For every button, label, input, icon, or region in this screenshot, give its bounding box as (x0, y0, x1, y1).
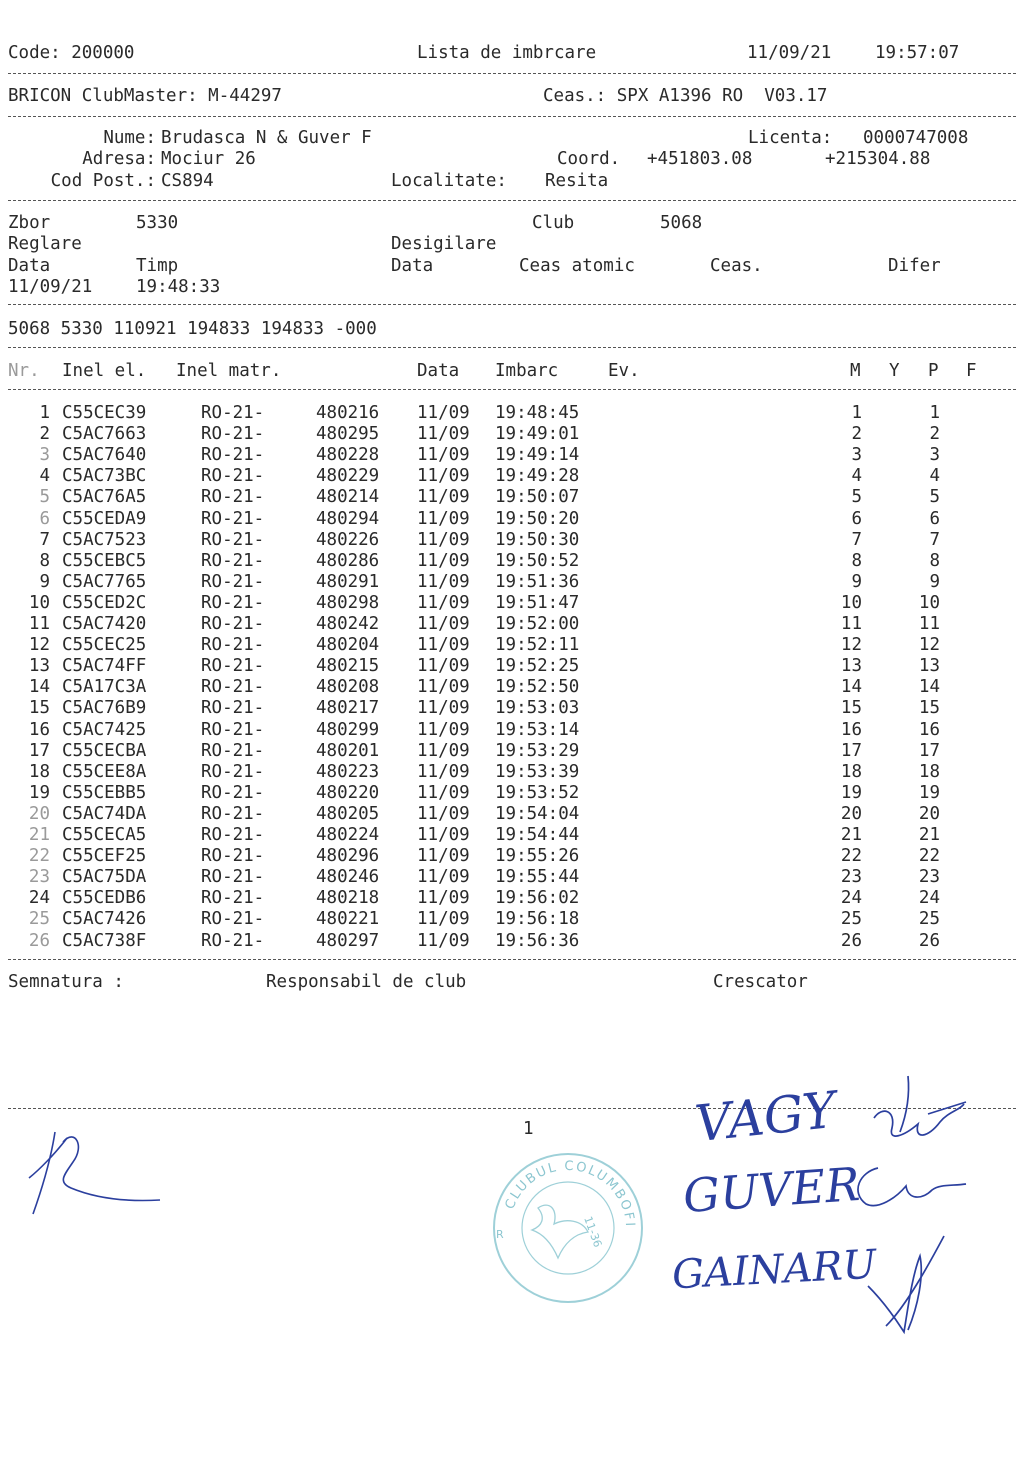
row-number: 26 (28, 930, 50, 951)
row-m: 24 (840, 888, 862, 909)
row-number: 13 (28, 656, 50, 677)
row-m: 18 (840, 761, 862, 782)
row-basket-time: 19:50:07 (495, 487, 580, 508)
row-ring-series: RO-21- (201, 508, 265, 529)
row-chip-ring: C5AC7640 (62, 445, 147, 466)
row-number: 8 (39, 550, 50, 571)
col-data-desigilare: Data (391, 256, 434, 276)
row-m: 25 (840, 909, 862, 930)
signature-label: Semnatura : (8, 972, 124, 992)
th-ev: Ev. (608, 361, 640, 381)
row-m: 12 (840, 635, 862, 656)
locality-label: Localitate: (391, 171, 507, 191)
row-number: 18 (28, 761, 50, 782)
handwritten-name-1: VAGY (692, 1080, 839, 1154)
handwritten-name-3: GAINARU (670, 1241, 878, 1299)
postcode-label: Cod Post.: (50, 171, 156, 191)
row-date: 11/09 (417, 761, 470, 782)
reglare-time: 19:48:33 (136, 277, 221, 297)
row-p: 11 (918, 614, 940, 634)
row-ring-number: 480223 (316, 761, 380, 782)
club-number: 5068 (660, 213, 703, 233)
row-date: 11/09 (417, 719, 470, 740)
row-p: 23 (918, 867, 940, 888)
row-date: 11/09 (417, 508, 470, 529)
row-number: 5 (39, 487, 50, 508)
owner-locality: Resita (545, 171, 609, 191)
row-ring-series: RO-21- (201, 635, 265, 656)
row-ring-number: 480220 (316, 782, 380, 803)
row-basket-time: 19:52:11 (495, 635, 580, 656)
row-basket-time: 19:52:25 (495, 656, 580, 677)
row-basket-time: 19:56:18 (495, 909, 580, 930)
row-ring-series: RO-21- (201, 867, 265, 888)
row-ring-series: RO-21- (201, 592, 265, 613)
row-basket-time: 19:53:14 (495, 719, 580, 740)
row-ring-number: 480217 (316, 698, 380, 719)
row-m: 21 (840, 825, 862, 845)
row-m: 3 (851, 445, 862, 466)
row-ring-number: 480242 (316, 614, 380, 634)
club-responsible-label: Responsabil de club (266, 972, 467, 992)
col-difer: Difer (888, 256, 941, 276)
row-p: 22 (918, 846, 940, 867)
col-timp: Timp (136, 256, 179, 276)
row-date: 11/09 (417, 909, 470, 930)
row-ring-series: RO-21- (201, 719, 265, 740)
row-date: 11/09 (417, 867, 470, 888)
system-name: BRICON ClubMaster: M-44297 (8, 86, 282, 106)
row-basket-time: 19:53:39 (495, 761, 580, 782)
row-chip-ring: C55CEBB5 (62, 782, 147, 803)
row-basket-time: 19:49:01 (495, 424, 580, 445)
row-number: 17 (28, 740, 50, 761)
stamp-text: CLUBUL COLUMBOFIL (483, 1137, 638, 1229)
row-number: 14 (28, 677, 50, 698)
row-basket-time: 19:55:26 (495, 846, 580, 867)
code-label: Code: 200000 (8, 43, 135, 63)
row-ring-series: RO-21- (201, 487, 265, 508)
row-m: 15 (840, 698, 862, 719)
licence-number: 0000747008 (863, 128, 969, 148)
row-m: 20 (840, 803, 862, 824)
row-ring-series: RO-21- (201, 656, 265, 677)
row-basket-time: 19:53:03 (495, 698, 580, 719)
breeder-label: Crescator (713, 972, 808, 992)
row-ring-series: RO-21- (201, 614, 265, 634)
row-basket-time: 19:49:14 (495, 445, 580, 466)
row-chip-ring: C5AC76B9 (62, 698, 147, 719)
print-time: 19:57:07 (875, 43, 960, 63)
name-label: Nume: (103, 128, 156, 148)
club-stamp (483, 1137, 648, 1308)
row-date: 11/09 (417, 677, 470, 698)
row-p: 7 (929, 529, 940, 550)
row-date: 11/09 (417, 466, 470, 487)
handwritten-name-2: GUVER (681, 1156, 862, 1224)
row-date: 11/09 (417, 930, 470, 951)
row-basket-time: 19:50:52 (495, 550, 580, 571)
row-p: 3 (929, 445, 940, 466)
coord-label: Coord. (557, 149, 621, 169)
row-chip-ring: C5AC738F (62, 930, 147, 951)
row-p: 13 (918, 656, 940, 677)
col-data: Data (8, 256, 51, 276)
row-p: 14 (918, 677, 940, 698)
row-ring-number: 480221 (316, 909, 380, 930)
row-basket-time: 19:56:36 (495, 930, 580, 951)
handwritten-signatures-right (848, 1076, 988, 1316)
row-ring-number: 480246 (316, 867, 380, 888)
row-basket-time: 19:50:20 (495, 508, 580, 529)
row-p: 10 (918, 592, 940, 613)
row-ring-number: 480216 (316, 403, 380, 423)
row-ring-series: RO-21- (201, 529, 265, 550)
row-number: 23 (28, 867, 50, 888)
th-imbarc: Imbarc (495, 361, 559, 381)
row-p: 6 (929, 508, 940, 529)
owner-postcode: CS894 (161, 171, 214, 191)
reglare-date: 11/09/21 (8, 277, 93, 297)
row-ring-number: 480291 (316, 571, 380, 592)
row-p: 9 (929, 571, 940, 592)
row-chip-ring: C5AC75DA (62, 867, 147, 888)
row-number: 3 (39, 445, 50, 466)
row-chip-ring: C55CECA5 (62, 825, 147, 845)
row-ring-series: RO-21- (201, 909, 265, 930)
divider (8, 959, 1016, 960)
row-chip-ring: C5AC7420 (62, 614, 147, 634)
row-m: 1 (851, 403, 862, 423)
row-date: 11/09 (417, 529, 470, 550)
row-m: 17 (840, 740, 862, 761)
desigilare-label: Desigilare (391, 234, 497, 254)
row-p: 18 (918, 761, 940, 782)
th-m: M (850, 361, 861, 381)
divider (8, 116, 1016, 117)
row-date: 11/09 (417, 614, 470, 634)
row-ring-number: 480224 (316, 825, 380, 845)
th-y: Y (889, 361, 900, 381)
row-basket-time: 19:55:44 (495, 867, 580, 888)
row-number: 2 (39, 424, 50, 445)
row-date: 11/09 (417, 782, 470, 803)
row-p: 21 (918, 825, 940, 845)
divider (8, 73, 1016, 74)
row-date: 11/09 (417, 571, 470, 592)
row-m: 16 (840, 719, 862, 740)
row-ring-number: 480201 (316, 740, 380, 761)
row-chip-ring: C5AC7523 (62, 529, 147, 550)
row-ring-series: RO-21- (201, 445, 265, 466)
owner-address: Mociur 26 (161, 149, 256, 169)
club-label: Club (532, 213, 575, 233)
row-m: 5 (851, 487, 862, 508)
row-ring-series: RO-21- (201, 403, 265, 423)
divider (8, 389, 1016, 390)
row-chip-ring: C5AC76A5 (62, 487, 147, 508)
row-date: 11/09 (417, 803, 470, 824)
row-number: 12 (28, 635, 50, 656)
row-basket-time: 19:52:00 (495, 614, 580, 634)
row-chip-ring: C55CECBA (62, 740, 147, 761)
row-m: 9 (851, 571, 862, 592)
flight-label: Zbor (8, 213, 51, 233)
row-ring-number: 480294 (316, 508, 380, 529)
row-ring-number: 480208 (316, 677, 380, 698)
row-date: 11/09 (417, 825, 470, 845)
row-chip-ring: C55CEE8A (62, 761, 147, 782)
row-m: 19 (840, 782, 862, 803)
row-basket-time: 19:50:30 (495, 529, 580, 550)
row-m: 7 (851, 529, 862, 550)
row-chip-ring: C55CEC25 (62, 635, 147, 656)
row-p: 16 (918, 719, 940, 740)
row-ring-number: 480205 (316, 803, 380, 824)
address-label: Adresa: (82, 149, 156, 169)
row-ring-series: RO-21- (201, 424, 265, 445)
row-m: 2 (851, 424, 862, 445)
dove-icon (532, 1205, 588, 1258)
row-ring-number: 480229 (316, 466, 380, 487)
row-number: 11 (28, 614, 50, 634)
row-ring-number: 480218 (316, 888, 380, 909)
row-ring-series: RO-21- (201, 571, 265, 592)
coord-latitude: +451803.08 (647, 149, 753, 169)
row-ring-series: RO-21- (201, 466, 265, 487)
row-p: 19 (918, 782, 940, 803)
row-number: 7 (39, 529, 50, 550)
th-f: F (966, 361, 977, 381)
row-number: 4 (39, 466, 50, 487)
row-number: 15 (28, 698, 50, 719)
print-date: 11/09/21 (747, 43, 832, 63)
row-p: 12 (918, 635, 940, 656)
row-date: 11/09 (417, 550, 470, 571)
row-p: 17 (918, 740, 940, 761)
row-p: 20 (918, 803, 940, 824)
row-date: 11/09 (417, 698, 470, 719)
row-chip-ring: C5AC7663 (62, 424, 147, 445)
th-p: P (928, 361, 939, 381)
row-number: 6 (39, 508, 50, 529)
row-basket-time: 19:49:28 (495, 466, 580, 487)
row-number: 20 (28, 803, 50, 824)
row-m: 6 (851, 508, 862, 529)
row-number: 25 (28, 909, 50, 930)
row-m: 14 (840, 677, 862, 698)
row-chip-ring: C5AC74DA (62, 803, 147, 824)
row-p: 15 (918, 698, 940, 719)
licence-label: Licenta: (748, 128, 833, 148)
row-ring-series: RO-21- (201, 677, 265, 698)
row-ring-series: RO-21- (201, 846, 265, 867)
row-ring-number: 480286 (316, 550, 380, 571)
row-ring-series: RO-21- (201, 803, 265, 824)
row-chip-ring: C55CEBC5 (62, 550, 147, 571)
page-title: Lista de imbrcare (417, 43, 597, 63)
row-date: 11/09 (417, 635, 470, 656)
row-date: 11/09 (417, 424, 470, 445)
row-date: 11/09 (417, 403, 470, 423)
row-date: 11/09 (417, 888, 470, 909)
row-ring-series: RO-21- (201, 550, 265, 571)
row-p: 24 (918, 888, 940, 909)
handwritten-signature-left (15, 1118, 175, 1228)
row-basket-time: 19:48:45 (495, 403, 580, 423)
row-number: 19 (28, 782, 50, 803)
row-m: 22 (840, 846, 862, 867)
reglare-label: Reglare (8, 234, 82, 254)
row-m: 10 (840, 592, 862, 613)
row-p: 25 (918, 909, 940, 930)
page-number: 1 (523, 1119, 534, 1139)
row-ring-series: RO-21- (201, 930, 265, 951)
row-ring-number: 480228 (316, 445, 380, 466)
row-m: 11 (840, 614, 862, 634)
row-m: 8 (851, 550, 862, 571)
col-ceas: Ceas. (710, 256, 763, 276)
stamp-number: 11-36 (581, 1214, 605, 1250)
row-chip-ring: C55CED2C (62, 592, 147, 613)
row-ring-number: 480296 (316, 846, 380, 867)
row-chip-ring: C55CEC39 (62, 403, 147, 423)
th-data: Data (417, 361, 460, 381)
row-chip-ring: C55CEF25 (62, 846, 147, 867)
row-date: 11/09 (417, 487, 470, 508)
row-ring-series: RO-21- (201, 782, 265, 803)
th-inel-el: Inel el. (62, 361, 147, 381)
divider (8, 200, 1016, 201)
stamp-letter: R (496, 1228, 504, 1241)
row-m: 4 (851, 466, 862, 487)
row-ring-number: 480204 (316, 635, 380, 656)
divider (8, 304, 1016, 305)
row-ring-number: 480214 (316, 487, 380, 508)
flight-number: 5330 (136, 213, 179, 233)
row-chip-ring: C5AC7425 (62, 719, 147, 740)
row-number: 16 (28, 719, 50, 740)
row-number: 10 (28, 592, 50, 613)
row-p: 1 (929, 403, 940, 423)
row-date: 11/09 (417, 740, 470, 761)
row-basket-time: 19:53:29 (495, 740, 580, 761)
row-ring-series: RO-21- (201, 825, 265, 845)
row-ring-number: 480297 (316, 930, 380, 951)
owner-name: Brudasca N & Guver F (161, 128, 372, 148)
row-chip-ring: C55CEDA9 (62, 508, 147, 529)
row-date: 11/09 (417, 656, 470, 677)
row-p: 2 (929, 424, 940, 445)
row-number: 22 (28, 846, 50, 867)
row-number: 9 (39, 571, 50, 592)
divider (8, 347, 1016, 348)
row-date: 11/09 (417, 846, 470, 867)
flight-code-line: 5068 5330 110921 194833 194833 -000 (8, 319, 377, 339)
row-ring-series: RO-21- (201, 698, 265, 719)
row-m: 13 (840, 656, 862, 677)
row-chip-ring: C55CEDB6 (62, 888, 147, 909)
th-inel-matr: Inel matr. (176, 361, 282, 381)
row-number: 1 (39, 403, 50, 423)
row-p: 5 (929, 487, 940, 508)
row-chip-ring: C5AC74FF (62, 656, 147, 677)
row-basket-time: 19:54:44 (495, 825, 580, 845)
row-ring-number: 480299 (316, 719, 380, 740)
row-number: 24 (28, 888, 50, 909)
row-m: 26 (840, 930, 862, 951)
coord-longitude: +215304.88 (825, 149, 931, 169)
clock-info: Ceas.: SPX A1396 RO V03.17 (543, 86, 828, 106)
row-p: 4 (929, 466, 940, 487)
row-date: 11/09 (417, 445, 470, 466)
row-ring-series: RO-21- (201, 740, 265, 761)
row-basket-time: 19:56:02 (495, 888, 580, 909)
row-number: 21 (28, 825, 50, 845)
row-basket-time: 19:51:47 (495, 592, 580, 613)
row-ring-number: 480298 (316, 592, 380, 613)
row-basket-time: 19:53:52 (495, 782, 580, 803)
row-chip-ring: C5AC73BC (62, 466, 147, 487)
row-ring-series: RO-21- (201, 761, 265, 782)
row-m: 23 (840, 867, 862, 888)
row-chip-ring: C5A17C3A (62, 677, 147, 698)
row-p: 26 (918, 930, 940, 951)
row-chip-ring: C5AC7765 (62, 571, 147, 592)
row-ring-series: RO-21- (201, 888, 265, 909)
th-nr: Nr. (8, 361, 40, 381)
row-basket-time: 19:52:50 (495, 677, 580, 698)
row-basket-time: 19:54:04 (495, 803, 580, 824)
row-date: 11/09 (417, 592, 470, 613)
col-ceas-atomic: Ceas atomic (519, 256, 635, 276)
row-ring-number: 480215 (316, 656, 380, 677)
row-basket-time: 19:51:36 (495, 571, 580, 592)
row-ring-number: 480295 (316, 424, 380, 445)
row-ring-number: 480226 (316, 529, 380, 550)
row-p: 8 (929, 550, 940, 571)
row-chip-ring: C5AC7426 (62, 909, 147, 930)
